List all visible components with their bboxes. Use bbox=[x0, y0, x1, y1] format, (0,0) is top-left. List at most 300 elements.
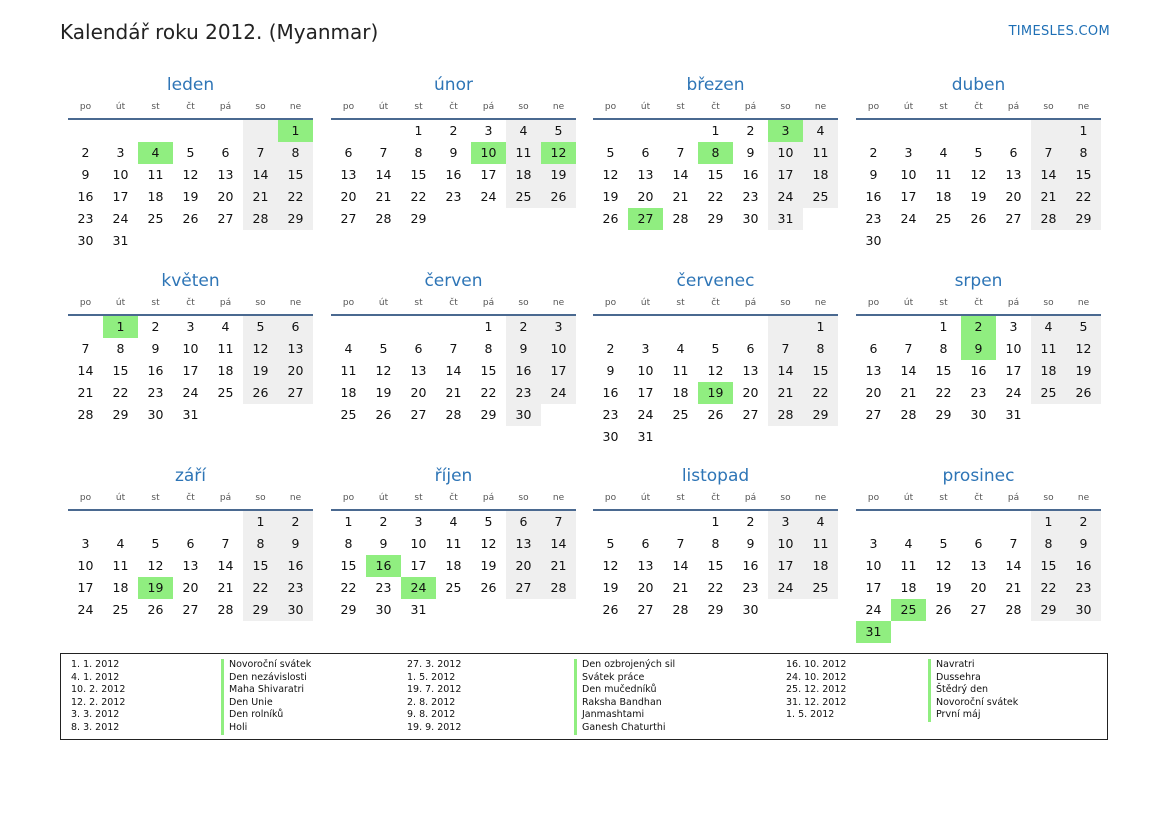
day-cell: 1 bbox=[1031, 511, 1066, 533]
day-cell: 28 bbox=[445, 407, 462, 422]
weekday-label: so bbox=[518, 102, 529, 112]
day-cell: 17 bbox=[112, 189, 129, 204]
weekday-label: ne bbox=[1077, 298, 1090, 308]
month-11 bbox=[593, 463, 838, 621]
day-cell: 20 bbox=[340, 189, 357, 204]
day-cell: 7 bbox=[1009, 536, 1018, 551]
empty-cell bbox=[856, 120, 891, 142]
day-cell: 28 bbox=[243, 208, 278, 230]
day-cell: 14 bbox=[217, 558, 234, 573]
day-cell: 6 bbox=[186, 536, 195, 551]
day-cell: 1 bbox=[484, 319, 493, 334]
empty-cell bbox=[1031, 120, 1066, 142]
empty-cell bbox=[663, 511, 698, 533]
day-cell: 19 bbox=[935, 580, 952, 595]
day-grid bbox=[593, 120, 838, 230]
month-name: prosinec bbox=[942, 466, 1015, 486]
legend-date: 2. 8. 2012 bbox=[407, 696, 456, 708]
day-cell: 4 bbox=[221, 319, 230, 334]
legend-holiday-name: Ganesh Chaturthi bbox=[574, 722, 675, 735]
weekday-label: čt bbox=[974, 102, 983, 112]
weekday-label: pá bbox=[1007, 102, 1020, 112]
day-cell: 18 bbox=[1031, 360, 1066, 382]
day-cell: 8 bbox=[278, 142, 313, 164]
day-cell: 1 bbox=[344, 514, 353, 529]
day-cell: 8 bbox=[1066, 142, 1101, 164]
month-2 bbox=[331, 72, 576, 230]
day-cell: 19 bbox=[602, 189, 619, 204]
day-cell: 5 bbox=[939, 536, 948, 551]
weekday-label: út bbox=[640, 298, 651, 308]
day-cell: 3 bbox=[484, 123, 493, 138]
day-cell: 30 bbox=[742, 602, 759, 617]
day-cell: 3 bbox=[1009, 319, 1018, 334]
day-cell: 29 bbox=[410, 211, 427, 226]
day-cell: 14 bbox=[77, 363, 94, 378]
weekday-label: pá bbox=[219, 493, 232, 503]
day-cell: 25 bbox=[506, 186, 541, 208]
day-cell: 22 bbox=[278, 186, 313, 208]
day-cell: 21 bbox=[77, 385, 94, 400]
weekday-label: ne bbox=[552, 102, 565, 112]
legend-date: 24. 10. 2012 bbox=[786, 671, 847, 683]
day-cell: 27 bbox=[742, 407, 759, 422]
weekday-label: pá bbox=[744, 298, 757, 308]
day-cell: 5 bbox=[606, 145, 615, 160]
weekday-header bbox=[856, 98, 1101, 120]
day-cell: 7 bbox=[676, 145, 685, 160]
day-cell: 24 bbox=[480, 189, 497, 204]
weekday-label: čt bbox=[974, 493, 983, 503]
day-cell: 23 bbox=[445, 189, 462, 204]
day-grid bbox=[331, 511, 576, 621]
weekday-label: čt bbox=[711, 298, 720, 308]
day-cell: 2 bbox=[449, 123, 458, 138]
day-cell: 24 bbox=[865, 602, 882, 617]
month-3 bbox=[593, 72, 838, 230]
day-cell: 10 bbox=[1005, 341, 1022, 356]
legend-holiday-name: Janmashtami bbox=[574, 709, 675, 722]
day-cell: 18 bbox=[803, 555, 838, 577]
day-cell: 28 bbox=[541, 577, 576, 599]
day-cell: 27 bbox=[217, 211, 234, 226]
holiday-day-cell: 9 bbox=[961, 338, 996, 360]
empty-cell bbox=[68, 511, 103, 533]
day-cell: 18 bbox=[147, 189, 164, 204]
weekday-label: so bbox=[1043, 493, 1054, 503]
day-cell: 13 bbox=[637, 558, 654, 573]
day-cell: 16 bbox=[1066, 555, 1101, 577]
weekday-label: út bbox=[378, 493, 389, 503]
day-cell: 5 bbox=[1066, 316, 1101, 338]
holiday-day-cell: 19 bbox=[138, 577, 173, 599]
day-cell: 16 bbox=[278, 555, 313, 577]
day-cell: 18 bbox=[340, 385, 357, 400]
day-cell: 20 bbox=[970, 580, 987, 595]
weekday-label: po bbox=[79, 102, 92, 112]
day-cell: 5 bbox=[541, 120, 576, 142]
day-cell: 19 bbox=[1066, 360, 1101, 382]
day-cell: 9 bbox=[869, 167, 878, 182]
day-cell: 10 bbox=[865, 558, 882, 573]
day-cell: 11 bbox=[803, 533, 838, 555]
month-name: září bbox=[174, 466, 207, 486]
day-cell: 14 bbox=[768, 360, 803, 382]
day-cell: 27 bbox=[278, 382, 313, 404]
day-cell: 22 bbox=[803, 382, 838, 404]
day-cell: 12 bbox=[970, 167, 987, 182]
day-cell: 18 bbox=[900, 580, 917, 595]
empty-cell bbox=[663, 316, 698, 338]
empty-cell bbox=[68, 316, 103, 338]
month-10 bbox=[331, 463, 576, 621]
weekday-label: út bbox=[903, 298, 914, 308]
holiday-day-cell: 25 bbox=[891, 599, 926, 621]
weekday-header bbox=[856, 294, 1101, 316]
day-cell: 11 bbox=[217, 341, 234, 356]
day-cell: 5 bbox=[243, 316, 278, 338]
empty-cell bbox=[593, 511, 628, 533]
weekday-label: st bbox=[676, 493, 685, 503]
empty-cell bbox=[856, 511, 891, 533]
day-cell: 7 bbox=[221, 536, 230, 551]
day-cell: 13 bbox=[182, 558, 199, 573]
day-cell: 3 bbox=[186, 319, 195, 334]
weekday-label: pá bbox=[1007, 298, 1020, 308]
weekday-header bbox=[68, 98, 313, 120]
weekday-label: čt bbox=[449, 298, 458, 308]
day-cell: 16 bbox=[970, 363, 987, 378]
month-name: listopad bbox=[681, 466, 750, 486]
day-cell: 24 bbox=[637, 407, 654, 422]
day-cell: 11 bbox=[900, 558, 917, 573]
day-cell: 30 bbox=[278, 599, 313, 621]
empty-cell bbox=[138, 120, 173, 142]
day-cell: 20 bbox=[506, 555, 541, 577]
day-cell: 28 bbox=[900, 407, 917, 422]
day-cell: 1 bbox=[803, 316, 838, 338]
weekday-label: po bbox=[342, 102, 355, 112]
day-cell: 26 bbox=[541, 186, 576, 208]
weekday-header bbox=[593, 489, 838, 511]
day-cell: 4 bbox=[344, 341, 353, 356]
day-cell: 29 bbox=[803, 404, 838, 426]
day-cell: 4 bbox=[449, 514, 458, 529]
day-cell: 8 bbox=[243, 533, 278, 555]
day-cell: 11 bbox=[1031, 338, 1066, 360]
empty-cell bbox=[208, 511, 243, 533]
day-cell: 21 bbox=[768, 382, 803, 404]
day-cell: 17 bbox=[900, 189, 917, 204]
weekday-header bbox=[331, 294, 576, 316]
day-cell: 18 bbox=[803, 164, 838, 186]
day-cell: 12 bbox=[375, 363, 392, 378]
day-cell: 14 bbox=[375, 167, 392, 182]
legend-date: 10. 2. 2012 bbox=[71, 684, 126, 696]
day-cell: 24 bbox=[541, 382, 576, 404]
site-link[interactable]: TIMESLES.COM bbox=[1008, 24, 1110, 39]
day-cell: 4 bbox=[116, 536, 125, 551]
day-cell: 17 bbox=[1005, 363, 1022, 378]
weekday-label: po bbox=[342, 298, 355, 308]
legend-date: 9. 8. 2012 bbox=[407, 709, 456, 721]
day-cell: 28 bbox=[375, 211, 392, 226]
day-grid bbox=[856, 511, 1101, 643]
day-cell: 30 bbox=[147, 407, 164, 422]
day-cell: 15 bbox=[1031, 555, 1066, 577]
weekday-label: út bbox=[640, 493, 651, 503]
weekday-label: so bbox=[1043, 298, 1054, 308]
day-cell: 22 bbox=[243, 577, 278, 599]
day-cell: 23 bbox=[375, 580, 392, 595]
holiday-day-cell: 3 bbox=[768, 120, 803, 142]
day-cell: 26 bbox=[602, 602, 619, 617]
day-cell: 19 bbox=[243, 360, 278, 382]
weekday-label: út bbox=[115, 298, 126, 308]
day-cell: 21 bbox=[541, 555, 576, 577]
day-cell: 31 bbox=[112, 233, 129, 248]
day-cell: 13 bbox=[970, 558, 987, 573]
day-cell: 5 bbox=[186, 145, 195, 160]
day-cell: 29 bbox=[707, 602, 724, 617]
day-cell: 7 bbox=[541, 511, 576, 533]
day-cell: 29 bbox=[278, 208, 313, 230]
month-1 bbox=[68, 72, 313, 252]
day-cell: 11 bbox=[340, 363, 357, 378]
day-cell: 12 bbox=[182, 167, 199, 182]
day-cell: 31 bbox=[1005, 407, 1022, 422]
day-cell: 6 bbox=[869, 341, 878, 356]
holiday-day-cell: 1 bbox=[103, 316, 138, 338]
day-cell: 24 bbox=[182, 385, 199, 400]
day-cell: 22 bbox=[1031, 577, 1066, 599]
day-cell: 9 bbox=[506, 338, 541, 360]
weekday-label: so bbox=[780, 493, 791, 503]
empty-cell bbox=[663, 120, 698, 142]
weekday-label: st bbox=[676, 102, 685, 112]
day-cell: 28 bbox=[672, 602, 689, 617]
day-cell: 20 bbox=[217, 189, 234, 204]
day-cell: 10 bbox=[768, 533, 803, 555]
day-cell: 9 bbox=[278, 533, 313, 555]
day-cell: 13 bbox=[410, 363, 427, 378]
day-cell: 22 bbox=[707, 189, 724, 204]
holiday-day-cell: 24 bbox=[401, 577, 436, 599]
day-cell: 26 bbox=[375, 407, 392, 422]
day-cell: 13 bbox=[506, 533, 541, 555]
weekday-label: po bbox=[604, 493, 617, 503]
day-cell: 28 bbox=[1005, 602, 1022, 617]
day-grid bbox=[68, 316, 313, 426]
day-cell: 4 bbox=[939, 145, 948, 160]
day-cell: 24 bbox=[768, 186, 803, 208]
day-cell: 29 bbox=[935, 407, 952, 422]
empty-cell bbox=[926, 511, 961, 533]
day-cell: 16 bbox=[742, 167, 759, 182]
day-cell: 3 bbox=[81, 536, 90, 551]
day-cell: 18 bbox=[672, 385, 689, 400]
weekday-label: út bbox=[378, 298, 389, 308]
day-cell: 23 bbox=[77, 211, 94, 226]
legend-holiday-name: Raksha Bandhan bbox=[574, 697, 675, 710]
empty-cell bbox=[593, 120, 628, 142]
empty-cell bbox=[103, 511, 138, 533]
day-cell: 17 bbox=[768, 164, 803, 186]
day-cell: 21 bbox=[217, 580, 234, 595]
empty-cell bbox=[366, 120, 401, 142]
day-cell: 7 bbox=[1031, 142, 1066, 164]
day-cell: 23 bbox=[742, 580, 759, 595]
day-cell: 16 bbox=[742, 558, 759, 573]
weekday-label: po bbox=[867, 493, 880, 503]
day-cell: 5 bbox=[974, 145, 983, 160]
weekday-label: út bbox=[378, 102, 389, 112]
weekday-label: po bbox=[604, 102, 617, 112]
day-cell: 21 bbox=[672, 189, 689, 204]
day-cell: 7 bbox=[379, 145, 388, 160]
day-cell: 10 bbox=[112, 167, 129, 182]
day-cell: 16 bbox=[602, 385, 619, 400]
empty-cell bbox=[208, 120, 243, 142]
weekday-label: čt bbox=[449, 102, 458, 112]
month-name: červen bbox=[424, 271, 483, 291]
day-cell: 26 bbox=[970, 211, 987, 226]
legend-date: 3. 3. 2012 bbox=[71, 709, 120, 721]
day-cell: 21 bbox=[375, 189, 392, 204]
day-cell: 21 bbox=[445, 385, 462, 400]
day-cell: 27 bbox=[865, 407, 882, 422]
day-cell: 6 bbox=[641, 145, 650, 160]
legend-date: 27. 3. 2012 bbox=[407, 659, 462, 670]
day-cell: 1 bbox=[939, 319, 948, 334]
empty-cell bbox=[996, 511, 1031, 533]
weekday-header bbox=[593, 294, 838, 316]
day-cell: 27 bbox=[506, 577, 541, 599]
legend-holiday-name: Novoroční svátek bbox=[221, 659, 311, 672]
day-cell: 12 bbox=[147, 558, 164, 573]
month-name: leden bbox=[166, 75, 215, 95]
day-cell: 6 bbox=[1009, 145, 1018, 160]
day-cell: 13 bbox=[637, 167, 654, 182]
weekday-label: ne bbox=[814, 493, 827, 503]
legend-date: 8. 3. 2012 bbox=[71, 721, 120, 733]
day-grid bbox=[68, 120, 313, 252]
day-cell: 5 bbox=[484, 514, 493, 529]
day-cell: 13 bbox=[742, 363, 759, 378]
weekday-label: ne bbox=[289, 298, 302, 308]
day-cell: 14 bbox=[541, 533, 576, 555]
weekday-label: út bbox=[640, 102, 651, 112]
legend-holiday-name: Novoroční svátek bbox=[928, 697, 1018, 710]
day-cell: 4 bbox=[904, 536, 913, 551]
day-cell: 29 bbox=[707, 211, 724, 226]
legend-holiday-name: Den rolníků bbox=[221, 709, 311, 722]
empty-cell bbox=[243, 120, 278, 142]
legend-names-col1 bbox=[221, 659, 311, 735]
weekday-label: út bbox=[115, 493, 126, 503]
day-cell: 7 bbox=[768, 338, 803, 360]
day-cell: 15 bbox=[1066, 164, 1101, 186]
legend-dates-col1 bbox=[71, 659, 125, 735]
day-grid bbox=[68, 511, 313, 621]
day-cell: 2 bbox=[869, 145, 878, 160]
day-cell: 15 bbox=[278, 164, 313, 186]
legend-holiday-name: Navratri bbox=[928, 659, 1018, 672]
weekday-label: ne bbox=[552, 493, 565, 503]
day-cell: 29 bbox=[1066, 208, 1101, 230]
holiday-day-cell: 31 bbox=[856, 621, 891, 643]
day-cell: 23 bbox=[506, 382, 541, 404]
day-cell: 26 bbox=[147, 602, 164, 617]
weekday-label: út bbox=[115, 102, 126, 112]
day-cell: 25 bbox=[340, 407, 357, 422]
day-cell: 11 bbox=[147, 167, 164, 182]
day-cell: 26 bbox=[182, 211, 199, 226]
day-grid bbox=[856, 316, 1101, 426]
day-cell: 20 bbox=[1005, 189, 1022, 204]
day-grid bbox=[331, 120, 576, 230]
day-cell: 2 bbox=[1066, 511, 1101, 533]
weekday-label: čt bbox=[186, 298, 195, 308]
weekday-label: ne bbox=[1077, 493, 1090, 503]
day-cell: 11 bbox=[112, 558, 129, 573]
day-cell: 26 bbox=[243, 382, 278, 404]
day-cell: 21 bbox=[1031, 186, 1066, 208]
day-cell: 29 bbox=[112, 407, 129, 422]
day-cell: 27 bbox=[970, 602, 987, 617]
weekday-label: pá bbox=[1007, 493, 1020, 503]
day-cell: 16 bbox=[506, 360, 541, 382]
day-cell: 25 bbox=[803, 577, 838, 599]
day-cell: 26 bbox=[707, 407, 724, 422]
day-cell: 18 bbox=[217, 363, 234, 378]
day-cell: 22 bbox=[480, 385, 497, 400]
weekday-label: pá bbox=[482, 102, 495, 112]
weekday-label: po bbox=[867, 298, 880, 308]
empty-cell bbox=[401, 316, 436, 338]
day-cell: 6 bbox=[221, 145, 230, 160]
legend-date: 1. 5. 2012 bbox=[786, 709, 835, 721]
day-cell: 1 bbox=[243, 511, 278, 533]
day-cell: 8 bbox=[711, 536, 720, 551]
weekday-label: so bbox=[255, 102, 266, 112]
day-cell: 19 bbox=[541, 164, 576, 186]
day-cell: 4 bbox=[676, 341, 685, 356]
day-cell: 24 bbox=[112, 211, 129, 226]
weekday-label: pá bbox=[219, 102, 232, 112]
day-cell: 2 bbox=[278, 511, 313, 533]
day-cell: 16 bbox=[445, 167, 462, 182]
legend-date: 4. 1. 2012 bbox=[71, 671, 120, 683]
day-grid bbox=[593, 316, 838, 448]
legend-holiday-name: Holi bbox=[221, 722, 311, 735]
month-9 bbox=[68, 463, 313, 621]
day-cell: 25 bbox=[112, 602, 129, 617]
day-cell: 15 bbox=[935, 363, 952, 378]
day-cell: 15 bbox=[112, 363, 129, 378]
weekday-label: po bbox=[79, 493, 92, 503]
weekday-label: po bbox=[342, 493, 355, 503]
empty-cell bbox=[628, 120, 663, 142]
day-cell: 14 bbox=[900, 363, 917, 378]
legend-date: 19. 9. 2012 bbox=[407, 721, 462, 733]
day-cell: 26 bbox=[1066, 382, 1101, 404]
day-cell: 15 bbox=[340, 558, 357, 573]
day-cell: 22 bbox=[935, 385, 952, 400]
empty-cell bbox=[891, 511, 926, 533]
day-cell: 2 bbox=[151, 319, 160, 334]
day-cell: 2 bbox=[379, 514, 388, 529]
